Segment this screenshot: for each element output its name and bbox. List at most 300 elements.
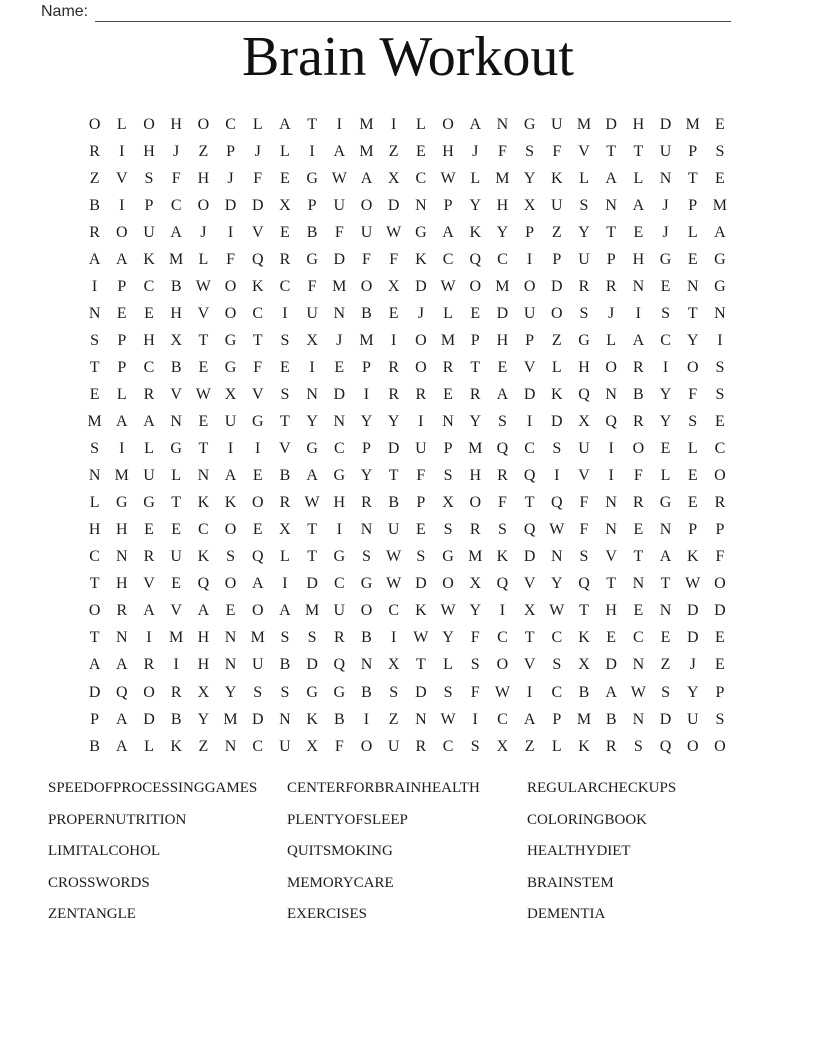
- grid-cell: I: [499, 602, 506, 620]
- grid-cell: G: [578, 331, 590, 349]
- grid-cell: Y: [496, 223, 509, 241]
- word-list-item: SPEEDOFPROCESSINGGAMES: [48, 780, 258, 796]
- grid-cell: O: [360, 277, 373, 295]
- grid-cell: X: [387, 656, 400, 674]
- grid-cell: M: [359, 115, 374, 133]
- grid-cell: A: [88, 656, 101, 674]
- grid-cell: N: [496, 115, 509, 133]
- grid-cell: S: [90, 440, 100, 458]
- grid-cell: O: [523, 277, 536, 295]
- grid-cell: H: [333, 494, 346, 512]
- grid-cell: I: [336, 521, 342, 539]
- grid-cell: K: [551, 169, 563, 187]
- grid-cell: S: [715, 142, 725, 160]
- word-list-column: [287, 779, 527, 937]
- grid-cell: Y: [523, 169, 536, 187]
- grid-cell: D: [551, 413, 563, 431]
- grid-cell: N: [333, 304, 346, 322]
- grid-cell: Q: [116, 683, 128, 701]
- grid-cell: X: [469, 575, 481, 593]
- grid-cell: A: [116, 656, 128, 674]
- grid-cell: F: [688, 385, 698, 403]
- grid-cell: I: [91, 277, 98, 295]
- grid-cell: N: [197, 467, 210, 485]
- grid-cell: X: [442, 494, 454, 512]
- grid-cell: Q: [469, 250, 481, 268]
- grid-cell: Y: [686, 683, 699, 701]
- grid-cell: B: [170, 358, 182, 376]
- grid-cell: F: [497, 494, 507, 512]
- grid-cell: R: [361, 494, 372, 512]
- grid-cell: V: [170, 602, 182, 620]
- grid-cell: L: [171, 467, 182, 485]
- grid-cell: E: [606, 629, 617, 647]
- grid-cell: C: [143, 358, 155, 376]
- grid-cell: D: [143, 710, 155, 728]
- grid-cell: O: [714, 467, 726, 485]
- grid-cell: P: [416, 494, 426, 512]
- word-list-item: EXERCISES: [287, 906, 368, 923]
- grid-cell: N: [333, 413, 346, 431]
- grid-cell: R: [469, 385, 481, 403]
- grid-cell: W: [440, 169, 456, 187]
- grid-cell: H: [88, 521, 101, 539]
- grid-cell: L: [470, 169, 481, 187]
- grid-cell: G: [170, 440, 182, 458]
- grid-cell: T: [415, 656, 426, 674]
- grid-cell: A: [659, 548, 672, 566]
- grid-cell: N: [224, 629, 237, 647]
- grid-cell: B: [170, 710, 182, 728]
- grid-cell: P: [307, 196, 317, 214]
- grid-cell: T: [633, 548, 644, 566]
- grid-cell: S: [552, 656, 562, 674]
- grid-cell: N: [605, 521, 617, 539]
- grid-cell: K: [686, 548, 699, 566]
- grid-cell: K: [469, 223, 481, 241]
- grid-cell: W: [494, 683, 510, 701]
- grid-cell: P: [117, 277, 127, 295]
- grid-cell: W: [195, 277, 211, 295]
- grid-cell: E: [715, 629, 725, 647]
- grid-cell: R: [333, 629, 345, 647]
- grid-cell: E: [144, 521, 154, 539]
- grid-cell: D: [415, 683, 427, 701]
- grid-cell: S: [280, 683, 290, 701]
- grid-cell: I: [119, 440, 125, 458]
- grid-cell: J: [254, 142, 261, 160]
- grid-cell: N: [605, 385, 617, 403]
- grid-cell: W: [413, 629, 429, 647]
- grid-cell: M: [440, 331, 456, 349]
- grid-cell: E: [280, 169, 290, 187]
- grid-cell: E: [252, 467, 263, 485]
- grid-cell: I: [146, 629, 152, 647]
- name-row: [41, 2, 731, 22]
- grid-cell: H: [496, 331, 509, 349]
- grid-cell: D: [659, 115, 672, 133]
- grid-cell: N: [659, 521, 672, 539]
- word-list-item: BRAINSTEM: [527, 874, 614, 891]
- grid-cell: K: [143, 250, 155, 268]
- grid-cell: B: [89, 737, 100, 755]
- grid-cell: Q: [578, 385, 590, 403]
- grid-cell: B: [333, 710, 345, 728]
- grid-cell: O: [360, 196, 373, 214]
- grid-cell: Q: [523, 521, 536, 539]
- grid-cell: P: [552, 250, 562, 268]
- grid-cell: V: [197, 304, 210, 322]
- grid-cell: L: [144, 440, 154, 458]
- grid-cell: C: [89, 548, 100, 566]
- grid-cell: L: [116, 115, 127, 133]
- grid-cell: U: [333, 196, 346, 214]
- grid-cell: S: [579, 304, 589, 322]
- word-list-item: CROSSWORDS: [48, 874, 150, 891]
- grid-cell: S: [280, 385, 290, 403]
- grid-cell: R: [633, 413, 644, 431]
- grid-cell: D: [251, 196, 264, 214]
- grid-cell: C: [198, 521, 209, 539]
- grid-cell: U: [360, 223, 373, 241]
- grid-cell: D: [686, 629, 699, 647]
- grid-cell: N: [632, 710, 645, 728]
- grid-cell: C: [333, 575, 345, 593]
- grid-cell: G: [659, 250, 672, 268]
- grid-cell: G: [360, 575, 373, 593]
- grid-cell: Z: [551, 223, 562, 241]
- grid-cell: M: [250, 629, 265, 647]
- grid-cell: U: [387, 521, 400, 539]
- grid-cell: D: [659, 710, 672, 728]
- grid-cell: B: [578, 683, 590, 701]
- grid-cell: W: [630, 683, 646, 701]
- grid-cell: W: [331, 169, 347, 187]
- grid-cell: C: [714, 440, 726, 458]
- grid-cell: S: [715, 385, 725, 403]
- grid-cell: P: [688, 196, 698, 214]
- grid-cell: J: [608, 304, 615, 322]
- grid-cell: D: [333, 250, 346, 268]
- grid-cell: C: [252, 304, 264, 322]
- grid-cell: X: [279, 196, 291, 214]
- grid-cell: S: [470, 656, 480, 674]
- grid-cell: F: [470, 683, 480, 701]
- grid-cell: H: [197, 169, 210, 187]
- grid-cell: H: [197, 656, 210, 674]
- grid-cell: F: [579, 494, 589, 512]
- grid-cell: L: [280, 142, 290, 160]
- grid-cell: Q: [578, 575, 590, 593]
- grid-cell: W: [549, 602, 565, 620]
- grid-cell: D: [88, 683, 101, 701]
- grid-cell: N: [442, 413, 454, 431]
- grid-cell: P: [715, 521, 725, 539]
- grid-cell: E: [280, 223, 290, 241]
- grid-cell: Z: [660, 656, 671, 674]
- grid-cell: A: [170, 223, 182, 241]
- grid-cell: S: [416, 548, 426, 566]
- grid-cell: O: [251, 494, 264, 512]
- grid-cell: F: [334, 223, 344, 241]
- grid-cell: C: [497, 250, 508, 268]
- grid-cell: V: [605, 548, 617, 566]
- grid-cell: R: [279, 494, 291, 512]
- grid-cell: K: [415, 602, 427, 620]
- grid-cell: T: [171, 494, 182, 512]
- grid-cell: Q: [251, 250, 264, 268]
- grid-cell: S: [389, 683, 399, 701]
- grid-cell: M: [223, 710, 238, 728]
- grid-cell: E: [280, 358, 290, 376]
- grid-cell: I: [282, 575, 288, 593]
- grid-cell: L: [415, 115, 426, 133]
- grid-cell: E: [225, 602, 236, 620]
- grid-cell: E: [388, 304, 399, 322]
- grid-cell: S: [661, 683, 670, 701]
- grid-cell: O: [605, 358, 617, 376]
- grid-cell: K: [496, 548, 509, 566]
- grid-cell: H: [170, 115, 182, 133]
- grid-cell: T: [633, 142, 644, 160]
- grid-cell: I: [173, 656, 179, 674]
- grid-cell: W: [386, 575, 402, 593]
- grid-cell: Y: [387, 413, 400, 431]
- grid-cell: F: [416, 467, 426, 485]
- grid-cell: F: [470, 629, 480, 647]
- grid-cell: C: [442, 250, 454, 268]
- grid-cell: D: [251, 710, 264, 728]
- grid-cell: G: [143, 494, 155, 512]
- grid-cell: H: [632, 115, 645, 133]
- grid-cell: M: [169, 629, 184, 647]
- grid-cell: I: [526, 250, 533, 268]
- grid-cell: Q: [659, 737, 672, 755]
- grid-cell: C: [660, 331, 671, 349]
- grid-cell: S: [497, 521, 507, 539]
- grid-cell: H: [170, 304, 182, 322]
- grid-cell: S: [280, 331, 290, 349]
- grid-cell: S: [552, 440, 562, 458]
- grid-cell: X: [387, 277, 400, 295]
- grid-cell: S: [90, 331, 100, 349]
- grid-cell: S: [443, 683, 453, 701]
- grid-cell: E: [715, 413, 725, 431]
- grid-cell: E: [633, 521, 644, 539]
- grid-cell: R: [578, 277, 590, 295]
- grid-cell: N: [551, 548, 563, 566]
- grid-cell: S: [443, 521, 453, 539]
- grid-cell: W: [685, 575, 701, 593]
- grid-cell: R: [89, 223, 100, 241]
- grid-cell: Y: [197, 710, 210, 728]
- grid-cell: T: [687, 304, 698, 322]
- grid-cell: D: [496, 304, 509, 322]
- grid-cell: G: [251, 413, 264, 431]
- grid-cell: D: [306, 575, 318, 593]
- name-blank-line: [95, 2, 731, 22]
- grid-cell: B: [170, 277, 182, 295]
- word-list-item: ZENTANGLE: [48, 906, 136, 923]
- grid-cell: X: [170, 331, 182, 349]
- grid-cell: S: [497, 413, 507, 431]
- grid-cell: N: [632, 277, 645, 295]
- grid-cell: X: [279, 521, 291, 539]
- grid-cell: O: [442, 575, 454, 593]
- grid-cell: S: [443, 467, 453, 485]
- grid-cell: H: [442, 142, 454, 160]
- grid-cell: A: [632, 196, 645, 214]
- grid-cell: L: [144, 737, 154, 755]
- grid-cell: A: [143, 413, 155, 431]
- grid-cell: R: [633, 358, 644, 376]
- grid-cell: E: [198, 413, 209, 431]
- grid-cell: P: [144, 196, 154, 214]
- grid-cell: Y: [442, 629, 454, 647]
- grid-cell: J: [662, 223, 669, 241]
- grid-cell: D: [415, 277, 427, 295]
- grid-cell: J: [336, 331, 343, 349]
- grid-cell: T: [198, 331, 209, 349]
- grid-cell: S: [362, 548, 371, 566]
- grid-cell: R: [143, 548, 155, 566]
- grid-cell: N: [88, 304, 101, 322]
- grid-cell: K: [415, 250, 427, 268]
- grid-cell: L: [551, 737, 562, 755]
- grid-cell: W: [440, 710, 456, 728]
- grid-cell: H: [496, 196, 509, 214]
- grid-cell: R: [442, 358, 454, 376]
- grid-cell: X: [197, 683, 210, 701]
- grid-cell: W: [440, 277, 456, 295]
- grid-cell: T: [252, 331, 263, 349]
- grid-cell: V: [143, 575, 155, 593]
- grid-cell: M: [169, 250, 184, 268]
- grid-cell: A: [197, 602, 210, 620]
- grid-cell: A: [116, 737, 128, 755]
- grid-cell: R: [415, 385, 427, 403]
- grid-cell: Q: [333, 656, 346, 674]
- grid-cell: Z: [388, 710, 399, 728]
- grid-cell: C: [333, 440, 345, 458]
- grid-cell: H: [469, 467, 481, 485]
- grid-cell: D: [523, 548, 536, 566]
- grid-cell: U: [333, 602, 346, 620]
- grid-cell: X: [306, 737, 318, 755]
- grid-cell: C: [551, 683, 563, 701]
- grid-cell: S: [715, 358, 725, 376]
- grid-cell: N: [415, 196, 427, 214]
- grid-cell: W: [386, 223, 402, 241]
- grid-cell: G: [306, 169, 318, 187]
- grid-cell: C: [551, 629, 563, 647]
- grid-cell: Q: [197, 575, 210, 593]
- grid-cell: W: [195, 385, 211, 403]
- grid-cell: E: [415, 521, 426, 539]
- grid-cell: R: [388, 358, 399, 376]
- grid-cell: G: [306, 683, 318, 701]
- grid-cell: I: [227, 440, 234, 458]
- grid-cell: F: [253, 169, 263, 187]
- grid-cell: I: [472, 710, 478, 728]
- grid-cell: U: [306, 304, 318, 322]
- grid-cell: V: [578, 142, 590, 160]
- grid-cell: T: [606, 223, 617, 241]
- grid-cell: I: [309, 142, 315, 160]
- word-list: [48, 779, 676, 937]
- grid-cell: U: [143, 223, 155, 241]
- grid-cell: Y: [360, 413, 373, 431]
- grid-cell: Q: [605, 413, 617, 431]
- grid-cell: G: [306, 440, 318, 458]
- grid-cell: O: [415, 331, 427, 349]
- grid-cell: B: [361, 683, 372, 701]
- grid-cell: T: [579, 602, 589, 620]
- grid-cell: C: [442, 737, 454, 755]
- grid-cell: K: [224, 494, 237, 512]
- grid-cell: L: [198, 250, 209, 268]
- grid-cell: Z: [388, 142, 399, 160]
- grid-cell: J: [173, 142, 180, 160]
- grid-cell: E: [470, 304, 481, 322]
- grid-cell: S: [715, 710, 725, 728]
- grid-cell: E: [116, 304, 127, 322]
- grid-cell: R: [388, 385, 399, 403]
- grid-cell: A: [116, 710, 128, 728]
- grid-cell: T: [89, 575, 100, 593]
- grid-cell: U: [279, 737, 291, 755]
- grid-cell: E: [715, 115, 725, 133]
- grid-cell: X: [224, 385, 237, 403]
- word-search-grid: [81, 111, 734, 760]
- grid-cell: R: [170, 683, 182, 701]
- grid-cell: G: [224, 358, 237, 376]
- grid-cell: I: [119, 196, 125, 214]
- grid-cell: R: [415, 737, 427, 755]
- word-list-item: REGULARCHECKUPS: [527, 780, 677, 796]
- grid-cell: H: [197, 629, 210, 647]
- grid-cell: I: [717, 331, 723, 349]
- grid-cell: I: [255, 440, 261, 458]
- grid-cell: U: [224, 413, 237, 431]
- grid-cell: D: [686, 602, 699, 620]
- grid-cell: X: [523, 196, 536, 214]
- grid-cell: I: [282, 304, 288, 322]
- grid-cell: T: [470, 358, 481, 376]
- grid-cell: L: [443, 304, 453, 322]
- grid-cell: T: [89, 358, 100, 376]
- grid-cell: U: [387, 737, 400, 755]
- grid-cell: D: [387, 196, 400, 214]
- grid-cell: X: [578, 413, 590, 431]
- grid-cell: U: [686, 710, 699, 728]
- grid-cell: O: [197, 115, 210, 133]
- grid-cell: N: [659, 169, 672, 187]
- grid-cell: O: [686, 358, 699, 376]
- grid-cell: G: [659, 494, 672, 512]
- grid-cell: I: [390, 629, 397, 647]
- grid-cell: H: [578, 358, 590, 376]
- grid-cell: X: [496, 737, 509, 755]
- grid-cell: O: [88, 602, 101, 620]
- grid-cell: A: [116, 413, 128, 431]
- grid-cell: I: [608, 467, 614, 485]
- grid-cell: X: [578, 656, 590, 674]
- grid-cell: E: [715, 169, 725, 187]
- grid-cell: O: [143, 683, 155, 701]
- grid-cell: J: [200, 223, 207, 241]
- grid-cell: G: [224, 331, 237, 349]
